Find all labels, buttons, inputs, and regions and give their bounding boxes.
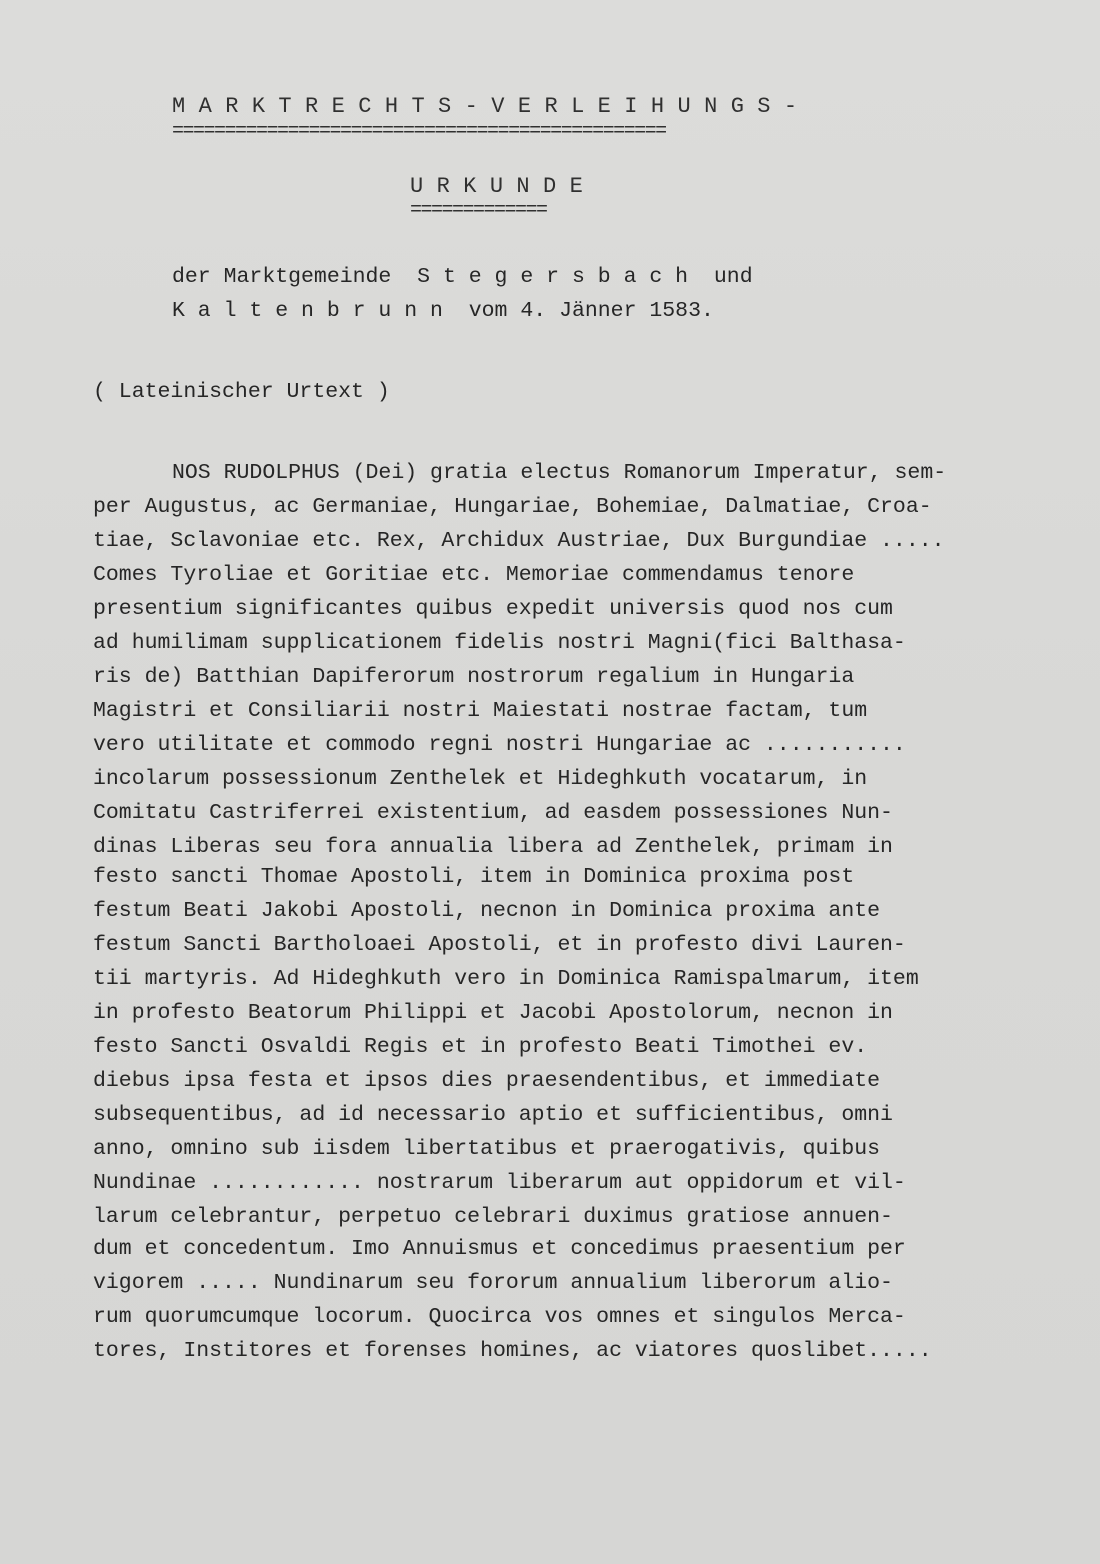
body-line: festum Beati Jakobi Apostoli, necnon in Dominica proxima ante: [93, 899, 881, 923]
subtitle-line-2: K a l t e n b r u n n vom 4. Jänner 1583.: [172, 299, 714, 323]
body-line: Comes Tyroliae et Goritiae etc. Memoriae commendamus tenore: [93, 563, 855, 587]
body-line: ad humilimam supplicationem fidelis nostri Magni(fici Balthasa-: [93, 631, 906, 655]
document-title-line-2: U R K U N D E: [410, 174, 583, 199]
body-line: festo Sancti Osvaldi Regis et in profesto Beati Timothei ev.: [93, 1035, 868, 1059]
body-line: rum quorumcumque locorum. Quocirca vos omnes et singulos Merca-: [93, 1305, 906, 1329]
body-line: tores, Institores et forenses homines, ac viatores quoslibet.....: [93, 1339, 932, 1363]
body-line: Magistri et Consiliarii nostri Maiestati nostrae factam, tum: [93, 699, 868, 723]
body-line: Nundinae ............ nostrarum liberarum aut oppidorum et vil-: [93, 1171, 906, 1195]
body-line: diebus ipsa festa et ipsos dies praesendentibus, et immediate: [93, 1069, 881, 1093]
title-underline-2: =============: [410, 199, 547, 222]
body-line: festum Sancti Bartholoaei Apostoli, et in profesto divi Lauren-: [93, 933, 906, 957]
body-line: per Augustus, ac Germaniae, Hungariae, Bohemiae, Dalmatiae, Croa-: [93, 495, 932, 519]
body-line: NOS RUDOLPHUS (Dei) gratia electus Romanorum Imperatur, sem-: [172, 461, 947, 485]
body-line: dinas Liberas seu fora annualia libera ad Zenthelek, primam in: [93, 835, 893, 859]
body-line: vero utilitate et commodo regni nostri Hungariae ac ...........: [93, 733, 906, 757]
body-line: dum et concedentum. Imo Annuismus et concedimus praesentium per: [93, 1237, 906, 1261]
body-line: incolarum possessionum Zenthelek et Hideghkuth vocatarum, in: [93, 767, 868, 791]
source-note: ( Lateinischer Urtext ): [93, 380, 390, 404]
body-line: Comitatu Castriferrei existentium, ad easdem possessiones Nun-: [93, 801, 893, 825]
body-line: tiae, Sclavoniae etc. Rex, Archidux Austriae, Dux Burgundiae .....: [93, 529, 958, 553]
body-line: anno, omnino sub iisdem libertatibus et praerogativis, quibus: [93, 1137, 881, 1161]
title-underline-1: ===============================================: [172, 120, 666, 143]
document-title-line-1: M A R K T R E C H T S - V E R L E I H U N G S -: [172, 94, 798, 119]
body-line: ris de) Batthian Dapiferorum nostrorum regalium in Hungaria: [93, 665, 855, 689]
body-line: vigorem ..... Nundinarum seu fororum annualium liberorum alio-: [93, 1271, 893, 1295]
body-line: festo sancti Thomae Apostoli, item in Dominica proxima post: [93, 865, 855, 889]
body-line: tii martyris. Ad Hideghkuth vero in Dominica Ramispalmarum, item: [93, 967, 919, 991]
body-line: in profesto Beatorum Philippi et Jacobi Apostolorum, necnon in: [93, 1001, 893, 1025]
subtitle-line-1: der Marktgemeinde S t e g e r s b a c h und: [172, 265, 753, 289]
body-line: larum celebrantur, perpetuo celebrari duximus gratiose annuen-: [93, 1205, 893, 1229]
body-line: subsequentibus, ad id necessario aptio et sufficientibus, omni: [93, 1103, 893, 1127]
body-line: presentium significantes quibus expedit universis quod nos cum: [93, 597, 893, 621]
